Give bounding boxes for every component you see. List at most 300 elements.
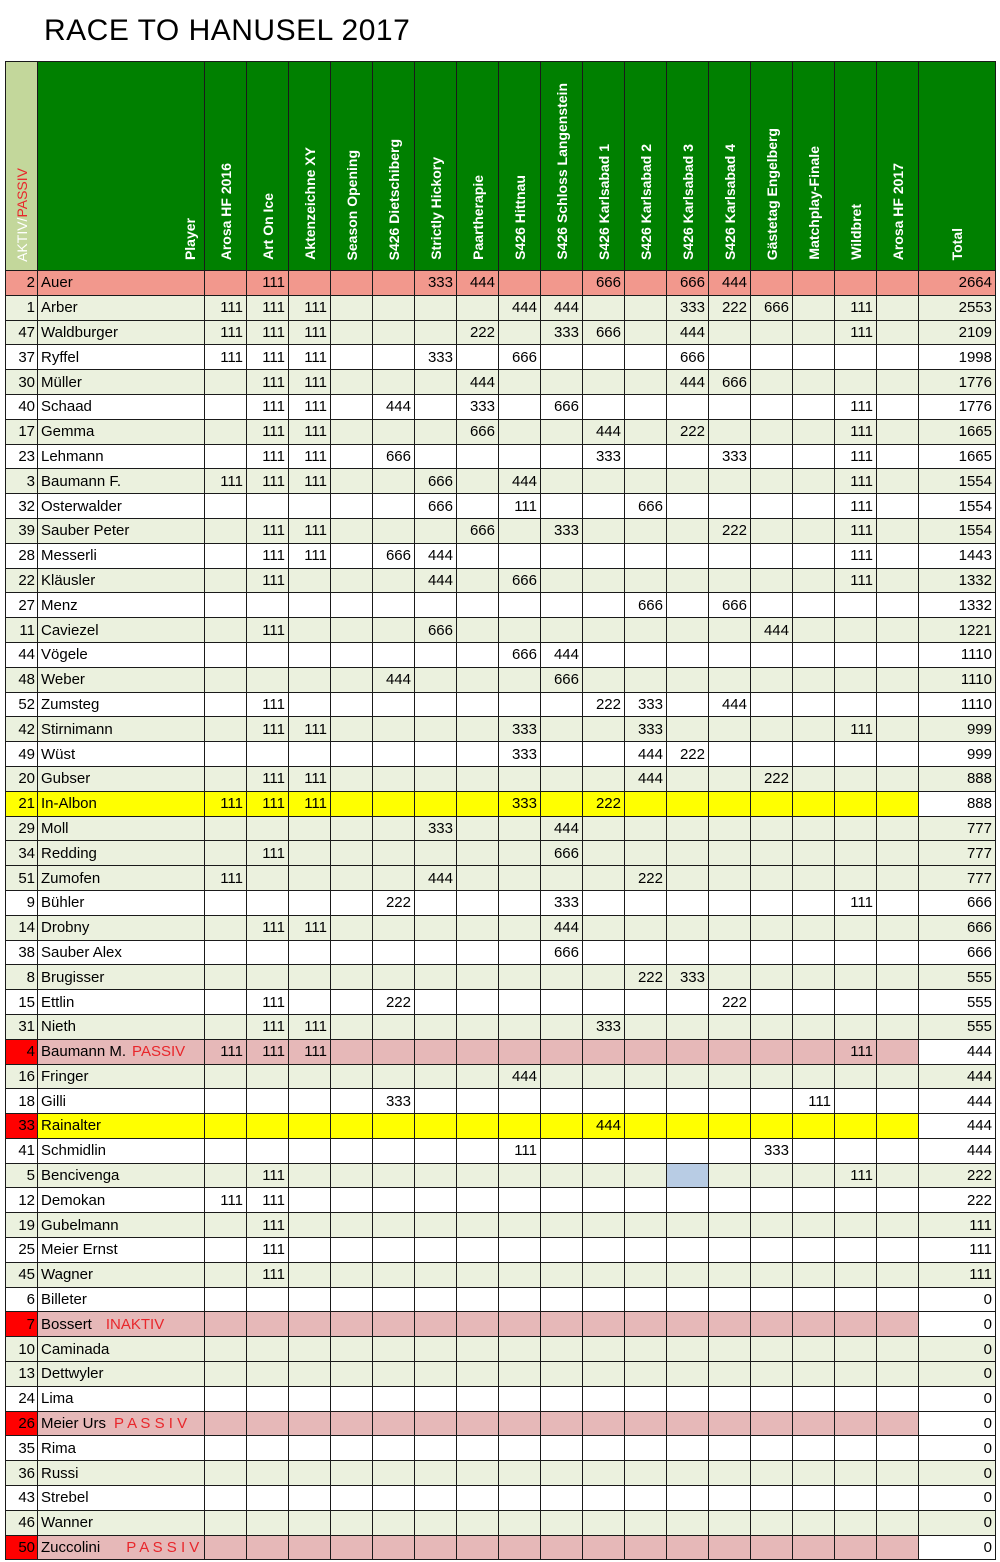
score-cell [877,1287,919,1312]
score-cell [877,1163,919,1188]
score-cell [877,1114,919,1139]
score-cell [541,742,583,767]
score-cell [625,890,667,915]
player-name: Lima [38,1386,205,1411]
player-name: Bencivenga [38,1163,205,1188]
score-cell [583,1287,625,1312]
table-row [6,1436,996,1461]
score-cell [415,1510,457,1535]
score-cell [583,915,625,940]
score-cell [331,1188,373,1213]
score-cell [373,1163,415,1188]
player-name: Zumsteg [38,692,205,717]
score-cell [709,766,751,791]
total-cell: 1110 [919,692,996,717]
score-cell [499,1114,541,1139]
score-cell [877,791,919,816]
score-cell [625,1535,667,1560]
score-cell [751,1039,793,1064]
score-cell: 111 [793,1089,835,1114]
score-cell [457,295,499,320]
player-number: 29 [6,816,38,841]
score-cell [331,1486,373,1511]
score-cell [835,1188,877,1213]
player-number: 20 [6,766,38,791]
score-cell [247,1312,289,1337]
score-cell [793,841,835,866]
score-cell [835,1114,877,1139]
score-cell [709,1188,751,1213]
status-label: PASSIV [132,1043,186,1061]
total-cell: 1776 [919,370,996,395]
score-cell [289,890,331,915]
score-cell [541,444,583,469]
event-column-header: Paartherapie [457,62,499,271]
score-cell [625,1039,667,1064]
score-cell [793,1287,835,1312]
score-cell [205,1238,247,1263]
score-cell [583,1486,625,1511]
score-cell [583,568,625,593]
player-name: Zuccolini P A S S I V [38,1535,205,1560]
score-cell: 111 [499,1138,541,1163]
score-cell [793,742,835,767]
score-cell [457,1262,499,1287]
table-row [6,890,996,915]
score-cell [457,1411,499,1436]
player-number: 51 [6,866,38,891]
score-cell: 666 [373,543,415,568]
score-cell [667,1411,709,1436]
score-cell [709,320,751,345]
score-cell [835,692,877,717]
score-cell [751,990,793,1015]
score-cell [415,890,457,915]
score-cell [331,1163,373,1188]
score-cell: 444 [373,394,415,419]
score-cell [835,915,877,940]
score-cell [751,1535,793,1560]
score-cell [793,1188,835,1213]
score-cell: 666 [541,394,583,419]
score-cell [583,1238,625,1263]
score-cell [583,1262,625,1287]
score-cell [709,1238,751,1263]
player-name: Schaad [38,394,205,419]
score-cell [751,1362,793,1387]
player-name: Waldburger [38,320,205,345]
score-cell [289,1138,331,1163]
score-cell [331,965,373,990]
score-cell [205,816,247,841]
table-row [6,1213,996,1238]
score-cell: 111 [835,1163,877,1188]
score-cell [205,543,247,568]
score-cell: 111 [289,370,331,395]
score-cell [373,593,415,618]
score-cell: 333 [583,1014,625,1039]
score-cell [289,940,331,965]
score-cell [751,518,793,543]
score-cell: 111 [247,271,289,296]
player-name: Bühler [38,890,205,915]
score-cell [709,841,751,866]
player-name: Billeter [38,1287,205,1312]
score-cell [835,271,877,296]
score-cell [331,1039,373,1064]
score-cell [289,1238,331,1263]
score-cell [835,1213,877,1238]
score-cell [751,1238,793,1263]
score-cell [331,370,373,395]
total-cell: 777 [919,866,996,891]
table-row [6,518,996,543]
score-cell [541,1535,583,1560]
score-cell [709,866,751,891]
score-cell: 444 [415,568,457,593]
score-cell [751,271,793,296]
score-cell [583,841,625,866]
score-cell [499,1039,541,1064]
score-cell [625,1411,667,1436]
score-cell [541,791,583,816]
score-cell [457,1386,499,1411]
score-cell: 333 [541,518,583,543]
score-cell [667,568,709,593]
score-cell [667,766,709,791]
score-cell: 333 [625,717,667,742]
total-cell: 1665 [919,419,996,444]
score-cell [499,1535,541,1560]
table-row [6,419,996,444]
score-cell [793,1461,835,1486]
score-cell: 222 [751,766,793,791]
player-number: 27 [6,593,38,618]
score-cell [289,1089,331,1114]
score-cell [457,717,499,742]
score-cell [541,1312,583,1337]
score-cell [205,890,247,915]
score-cell [499,965,541,990]
player-number: 35 [6,1436,38,1461]
score-cell [835,1362,877,1387]
score-cell [331,320,373,345]
score-cell: 111 [835,717,877,742]
score-cell [751,1436,793,1461]
score-cell [457,1138,499,1163]
score-cell [625,1089,667,1114]
score-cell [499,444,541,469]
score-cell [499,1461,541,1486]
score-cell [751,1411,793,1436]
score-cell [709,419,751,444]
score-cell [331,568,373,593]
score-cell [457,940,499,965]
total-cell: 444 [919,1064,996,1089]
score-cell [415,1163,457,1188]
score-cell: 111 [247,394,289,419]
player-number: 14 [6,915,38,940]
score-cell [289,866,331,891]
score-cell [205,618,247,643]
score-cell [583,717,625,742]
score-cell: 111 [247,990,289,1015]
total-cell: 444 [919,1138,996,1163]
score-cell [667,518,709,543]
score-cell [205,271,247,296]
player-number: 12 [6,1188,38,1213]
score-cell [667,1262,709,1287]
score-cell [709,394,751,419]
score-cell [373,370,415,395]
score-cell: 111 [247,766,289,791]
table-row [6,618,996,643]
score-cell [415,1213,457,1238]
score-cell: 111 [247,568,289,593]
score-cell [667,469,709,494]
score-cell [289,494,331,519]
table-row [6,1014,996,1039]
score-cell [877,1436,919,1461]
score-cell [793,766,835,791]
score-cell: 222 [667,742,709,767]
player-name: Dettwyler [38,1362,205,1387]
score-cell [205,1510,247,1535]
table-row [6,543,996,568]
score-cell [877,394,919,419]
score-cell: 444 [667,320,709,345]
score-cell [709,1411,751,1436]
score-cell [205,1312,247,1337]
score-cell [205,1287,247,1312]
score-cell [205,1114,247,1139]
score-cell [205,990,247,1015]
score-cell [625,1362,667,1387]
score-cell [247,866,289,891]
score-cell [751,965,793,990]
score-cell: 333 [583,444,625,469]
score-cell [625,915,667,940]
score-cell [793,1510,835,1535]
score-cell [247,1287,289,1312]
total-cell: 777 [919,816,996,841]
score-cell [793,1486,835,1511]
event-column-header: S426 Karlsabad 3 [667,62,709,271]
total-cell: 555 [919,965,996,990]
player-name: Sauber Peter [38,518,205,543]
score-cell [667,642,709,667]
score-cell [583,1064,625,1089]
score-cell [751,1312,793,1337]
score-cell [793,444,835,469]
score-cell [751,841,793,866]
player-number: 18 [6,1089,38,1114]
score-cell [709,1362,751,1387]
score-cell [457,841,499,866]
score-cell: 111 [835,1039,877,1064]
score-cell [331,717,373,742]
score-cell [499,1312,541,1337]
score-cell: 666 [457,518,499,543]
score-cell [793,667,835,692]
player-number: 37 [6,345,38,370]
score-cell [331,394,373,419]
score-cell [709,618,751,643]
score-cell [751,345,793,370]
score-cell [793,1411,835,1436]
score-cell [541,494,583,519]
score-cell [751,419,793,444]
score-cell [709,667,751,692]
score-cell [499,518,541,543]
event-column-header: S426 Schloss Langenstein [541,62,583,271]
score-cell [709,642,751,667]
score-cell: 111 [247,1238,289,1263]
score-cell [709,965,751,990]
score-cell [751,890,793,915]
score-cell [625,1213,667,1238]
score-cell [205,965,247,990]
score-cell [289,1337,331,1362]
score-cell [541,1510,583,1535]
score-cell [583,1188,625,1213]
score-cell [793,791,835,816]
event-column-header: Wildbret [835,62,877,271]
total-cell: 1443 [919,543,996,568]
score-cell [373,1114,415,1139]
score-cell [667,717,709,742]
score-cell [625,990,667,1015]
score-cell: 111 [835,320,877,345]
score-cell [751,1461,793,1486]
score-cell [205,494,247,519]
score-cell [373,1386,415,1411]
score-cell [331,1461,373,1486]
score-cell [625,940,667,965]
score-cell [373,791,415,816]
score-cell [457,791,499,816]
score-cell [205,841,247,866]
status-label: INAKTIV [105,1315,165,1333]
score-cell [499,1238,541,1263]
score-cell [793,866,835,891]
score-cell [751,394,793,419]
player-number: 28 [6,543,38,568]
score-cell [205,1362,247,1387]
score-cell [877,1362,919,1387]
table-row [6,1163,996,1188]
total-cell: 2553 [919,295,996,320]
score-cell [625,419,667,444]
score-cell [793,1535,835,1560]
score-cell [667,593,709,618]
score-cell: 111 [835,419,877,444]
score-cell [205,1461,247,1486]
score-cell [373,717,415,742]
score-cell [499,1386,541,1411]
score-cell: 444 [751,618,793,643]
score-cell [877,618,919,643]
score-cell [667,890,709,915]
score-cell [583,543,625,568]
score-cell [793,271,835,296]
score-cell: 333 [415,271,457,296]
table-row [6,1262,996,1287]
score-cell [457,1337,499,1362]
score-cell [793,1138,835,1163]
table-row [6,816,996,841]
event-column-header: Art On Ice [247,62,289,271]
score-cell [835,1486,877,1511]
score-cell [667,692,709,717]
score-cell [331,271,373,296]
score-cell [625,642,667,667]
score-cell [457,1510,499,1535]
score-cell [541,543,583,568]
score-cell [415,642,457,667]
score-cell [583,494,625,519]
score-cell [457,1014,499,1039]
score-cell [331,295,373,320]
score-cell [541,618,583,643]
score-cell: 333 [415,345,457,370]
player-number: 41 [6,1138,38,1163]
score-cell [247,1535,289,1560]
score-cell [373,295,415,320]
score-cell [331,494,373,519]
score-cell [205,444,247,469]
score-cell [835,593,877,618]
score-cell [499,866,541,891]
table-row [6,295,996,320]
score-cell [709,1014,751,1039]
score-cell [247,742,289,767]
score-cell [541,419,583,444]
total-cell: 1554 [919,494,996,519]
score-cell [877,1188,919,1213]
total-cell: 0 [919,1436,996,1461]
score-cell [289,1188,331,1213]
total-cell: 0 [919,1287,996,1312]
score-cell [835,1510,877,1535]
score-cell [709,742,751,767]
total-cell: 777 [919,841,996,866]
score-cell [667,1337,709,1362]
player-number: 16 [6,1064,38,1089]
score-cell: 222 [373,990,415,1015]
score-cell [835,841,877,866]
score-cell [751,791,793,816]
score-cell [877,568,919,593]
score-cell [709,717,751,742]
score-cell [541,1411,583,1436]
score-cell [709,816,751,841]
player-column-header: Player [38,62,205,271]
score-cell [793,1337,835,1362]
total-cell: 999 [919,742,996,767]
score-cell [331,1262,373,1287]
score-cell [877,890,919,915]
score-cell [289,1486,331,1511]
score-cell [793,816,835,841]
player-name: Meier Urs P A S S I V [38,1411,205,1436]
total-cell: 0 [919,1510,996,1535]
score-cell [373,915,415,940]
total-cell: 0 [919,1535,996,1560]
score-cell: 444 [499,1064,541,1089]
score-cell [793,370,835,395]
player-number: 9 [6,890,38,915]
